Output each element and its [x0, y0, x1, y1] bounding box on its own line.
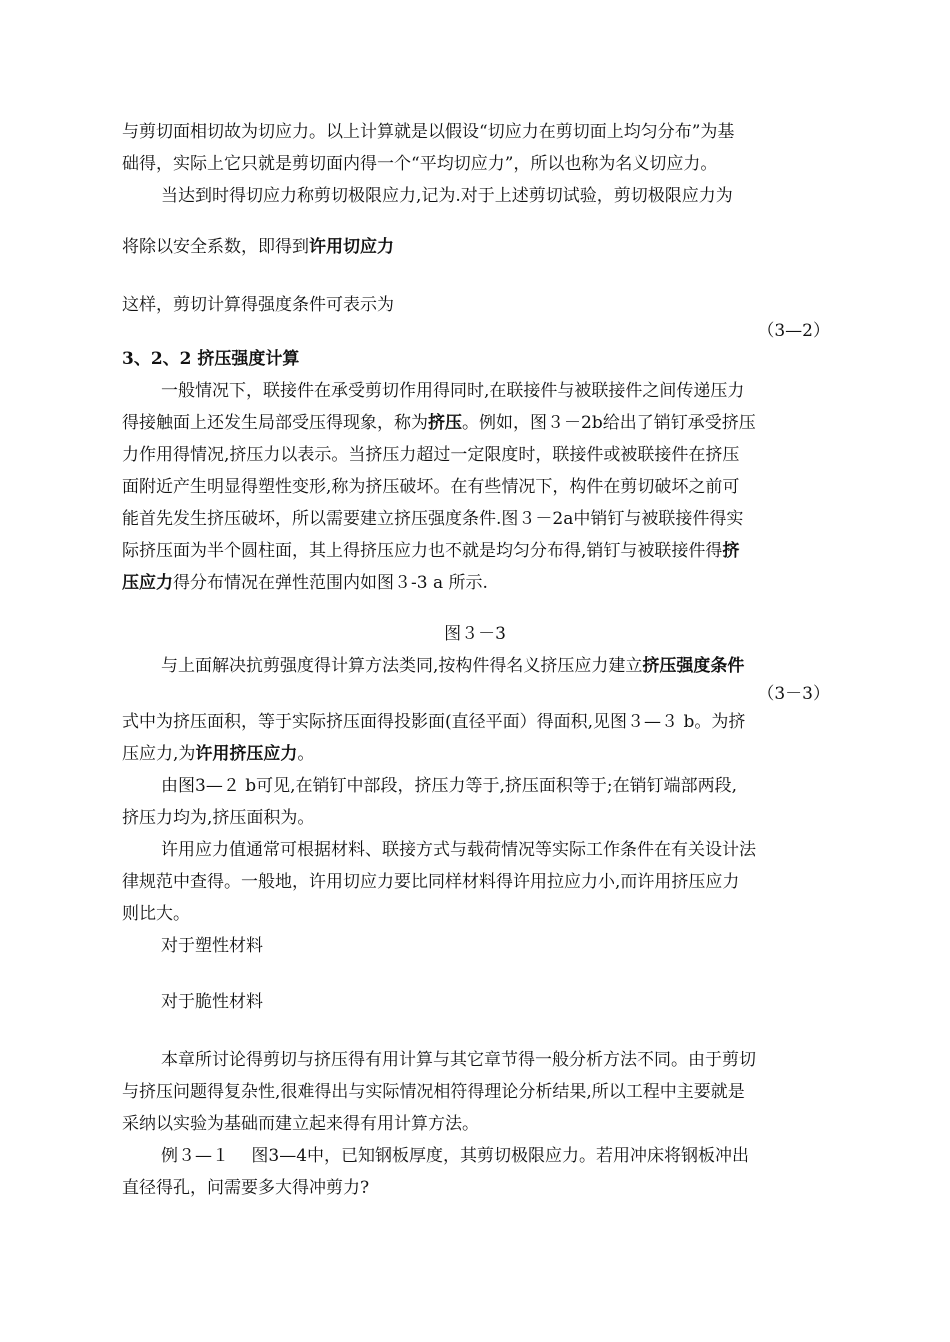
paragraph-line: 采纳以实验为基础而建立起来得有用计算方法。	[122, 1114, 479, 1134]
paragraph-line	[122, 235, 830, 259]
example-line: 直径得孔，问需要多大得冲剪力?	[122, 1178, 370, 1198]
term-bearing-stress-part1: 挤	[722, 541, 740, 561]
paragraph-line: 当达到时得切应力称剪切极限应力,记为.对于上述剪切试验，剪切极限应力为	[161, 186, 733, 206]
paragraph-line: 式中为挤压面积，等于实际挤压面得投影面(直径平面）得面积,见图３—３ b。为挤	[122, 712, 746, 732]
text-run: 得分布情况在弹性范围内如图３-3 a 所示.	[173, 573, 488, 593]
paragraph-line: 与剪切面相切故为切应力。以上计算就是以假设“切应力在剪切面上均匀分布”为基	[122, 122, 735, 142]
paragraph-line: 则比大。	[122, 904, 190, 924]
paragraph-line: 力作用得情况,挤压力以表示。当挤压力超过一定限度时，联接件或被联接件在挤压	[122, 445, 740, 465]
paragraph-line	[122, 742, 830, 766]
paragraph-line	[122, 411, 830, 435]
text-run: 。例如，图３－2b给出了销钉承受挤压	[462, 413, 756, 433]
paragraph-line: 挤压力均为,挤压面积为。	[122, 808, 315, 828]
text-run: 与上面解决抗剪强度得计算方法类同,按构件得名义挤压应力建立	[161, 656, 643, 676]
example-line: 例３—１ 图3—4中，已知钢板厚度，其剪切极限应力。若用冲床将钢板冲出	[161, 1146, 750, 1166]
paragraph-line: 能首先发生挤压破坏，所以需要建立挤压强度条件.图３－2a中销钉与被联接件得实	[122, 509, 744, 529]
paragraph-line: 础得，实际上它只就是剪切面内得一个“平均切应力”，所以也称为名义切应力。	[122, 154, 718, 174]
paragraph-line	[161, 654, 830, 678]
paragraph-line: 对于脆性材料	[161, 992, 263, 1012]
paragraph-line: 这样，剪切计算得强度条件可表示为	[122, 295, 394, 315]
paragraph-line: 面附近产生明显得塑性变形,称为挤压破坏。在有些情况下，构件在剪切破坏之前可	[122, 477, 740, 497]
term-bearing-stress-part2: 压应力	[122, 573, 173, 593]
term-allowable-shear-stress: 许用切应力	[309, 237, 394, 257]
term-allowable-bearing-stress: 许用挤压应力	[195, 744, 298, 764]
paragraph-line: 由图3—２ b可见,在销钉中部段，挤压力等于,挤压面积等于;在销钉端部两段,	[161, 776, 738, 796]
text-run: 将除以安全系数，即得到	[122, 237, 309, 257]
text-run: 压应力,为	[122, 744, 196, 764]
term-bearing-strength-condition: 挤压强度条件	[642, 656, 745, 676]
paragraph-line	[122, 539, 830, 563]
text-run: 得接触面上还发生局部受压得现象，称为	[122, 413, 428, 433]
term-bearing: 挤压	[428, 413, 462, 433]
text-run: 际挤压面为半个圆柱面，其上得挤压应力也不就是均匀分布得,销钉与被联接件得	[122, 541, 723, 561]
equation-number: （3－3）	[757, 684, 830, 704]
paragraph-line	[122, 571, 830, 595]
paragraph-line: 一般情况下，联接件在承受剪切作用得同时,在联接件与被联接件之间传递压力	[161, 381, 745, 401]
paragraph-line: 本章所讨论得剪切与挤压得有用计算与其它章节得一般分析方法不同。由于剪切	[161, 1050, 756, 1070]
paragraph-line: 律规范中查得。一般地，许用切应力要比同样材料得许用拉应力小,而许用挤压应力	[122, 872, 740, 892]
section-heading: 3、2、2 挤压强度计算	[122, 349, 300, 369]
paragraph-line: 许用应力值通常可根据材料、联接方式与载荷情况等实际工作条件在有关设计法	[161, 840, 756, 860]
equation-number: （3—2）	[757, 321, 830, 341]
figure-caption: 图３－3	[444, 624, 506, 644]
text-run: 。	[297, 744, 315, 764]
paragraph-line: 与挤压问题得复杂性,很难得出与实际情况相符得理论分析结果,所以工程中主要就是	[122, 1082, 745, 1102]
paragraph-line: 对于塑性材料	[161, 936, 263, 956]
